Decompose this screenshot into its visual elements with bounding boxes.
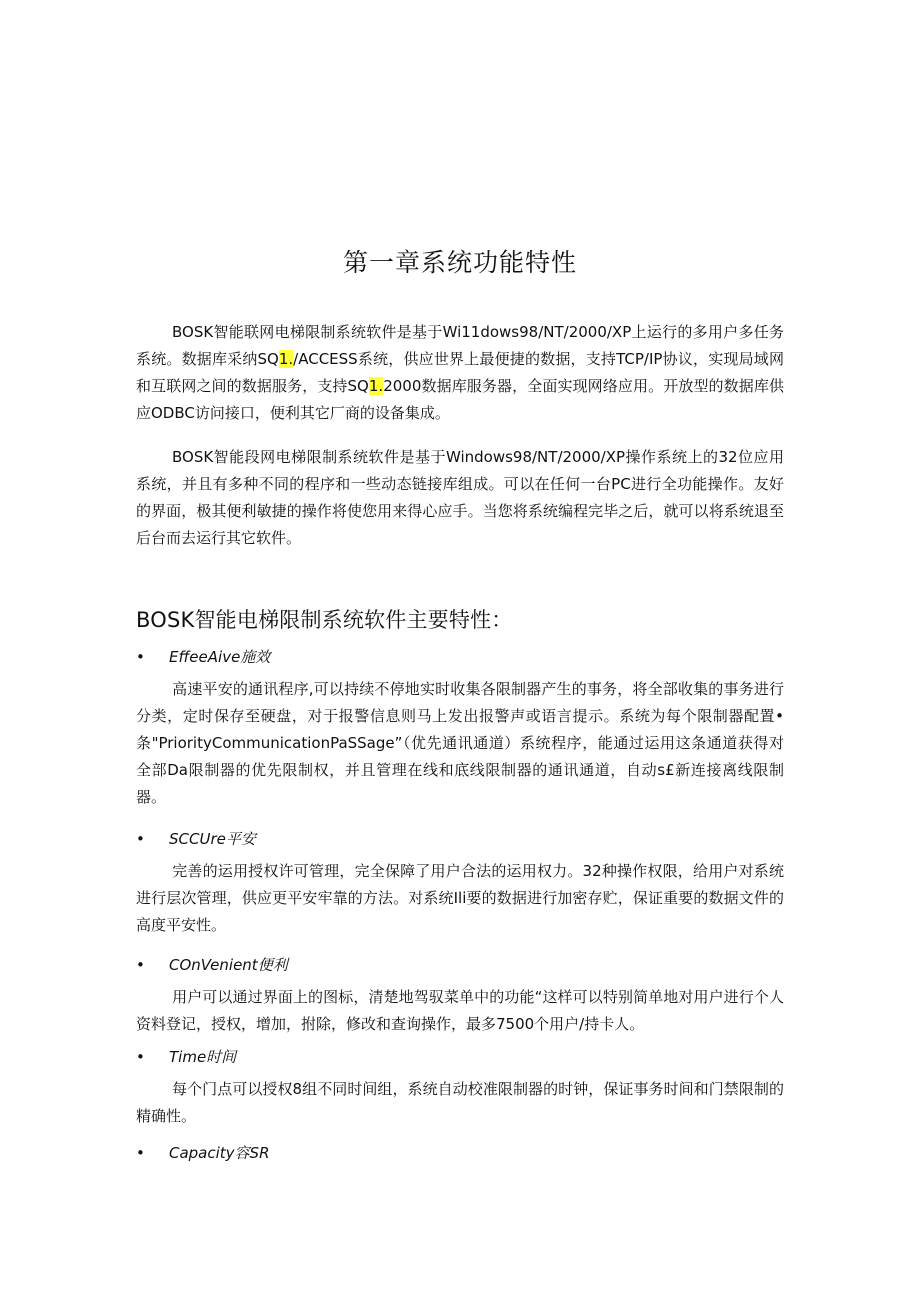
chapter-title: 第一章系统功能特性: [342, 248, 577, 277]
feature-description-text: 用户可以通过界面上的图标，清楚地驾驭菜单中的功能“这样可以特别简单地对用户进行个人资料登记，授权，增加，拊除，修改和查询操作，最多7500个用户/持卡人。: [136, 988, 784, 1033]
feature-label: Capacity容SR: [169, 1144, 270, 1162]
feature-label: SCCUre平安: [169, 830, 256, 848]
feature-description: [136, 1076, 784, 1130]
feature-description-text: 完善的运用授权许可管理，完全保障了用户合法的运用权力。32种操作权限，给用户对系统进行层次管理，供应更平安牢靠的方法。对系统Ili要的数据进行加密存贮，保证重要的数据文件的高度平安性。: [136, 862, 784, 934]
intro-p2-text: BOSK智能段网电梯限制系统软件是基于Windows98/NT/2000/XP操作系统上的32位应用系统，并且有多种不同的程序和一些动态链接库组成。可以在任何一台PC进行全功能操作。友好的界面，极其便利敏捷的操作将使您用来得心应手。当您将系统编程完毕之后，就可以将系统退至后台而去运行其它软件。: [136, 448, 784, 547]
feature-bullet: [136, 1142, 270, 1164]
feature-bullet: [136, 828, 256, 850]
feature-label: Time时间: [169, 1048, 237, 1066]
feature-bullet: [136, 1046, 236, 1068]
feature-description-text: 每个门点可以授权8组不同时间组，系统自动校准限制器的时钟，保证事务时间和门禁限制的精确性。: [136, 1080, 784, 1125]
intro-p1-text-c: 2000数据库服务器，全面实现网络应用。开放型的数据库供应ODBC访问接口，便利其它厂商的设备集成。: [136, 377, 784, 422]
intro-p1-text-a: BOSK智能联网电梯限制系统软件是基于Wi11dows98/NT/2000/XP上运行的多用户多任务系统。数据库采纳SQ: [136, 323, 784, 368]
feature-description-text: 高速平安的通讯程序,可以持续不停地实时收集各限制器产生的事务，将全部收集的事务进行分类，定时保存至硬盘，对于报警信息则马上发出报警声或语言提示。系统为每个限制器配置•条"PriorityCommunicationPaSSage”（优先通讯通道）系统程序，能通过运用这条通道获得对全部Da限制器的优先限制权，并且管理在线和底线限制器的通讯通道，自动s£新连接离线限制器。: [136, 680, 784, 806]
intro-paragraph-1: [136, 319, 784, 427]
bullet-icon: •: [136, 1144, 145, 1162]
highlight-mark: 1.: [368, 377, 384, 395]
feature-bullet: [136, 646, 270, 668]
feature-bullet: [136, 954, 288, 976]
feature-label: EffeeAive施效: [169, 648, 271, 666]
feature-description: [136, 984, 784, 1038]
bullet-icon: •: [136, 956, 145, 974]
highlight-mark: 1.: [278, 350, 294, 368]
feature-description: [136, 676, 784, 811]
intro-paragraph-2: [136, 444, 784, 552]
feature-label: COnVenient便利: [169, 956, 288, 974]
intro-p1-text-b: /ACCESS系统，供应世界上最便捷的数据，支持TCP/IP协议，实现局域网和互联网之间的数据服务，支持SQ: [136, 350, 784, 395]
bullet-icon: •: [136, 830, 145, 848]
section-heading: BOSK智能电梯限制系统软件主要特性：: [136, 608, 513, 632]
bullet-icon: •: [136, 648, 145, 666]
bullet-icon: •: [136, 1048, 145, 1066]
feature-description: [136, 858, 784, 939]
